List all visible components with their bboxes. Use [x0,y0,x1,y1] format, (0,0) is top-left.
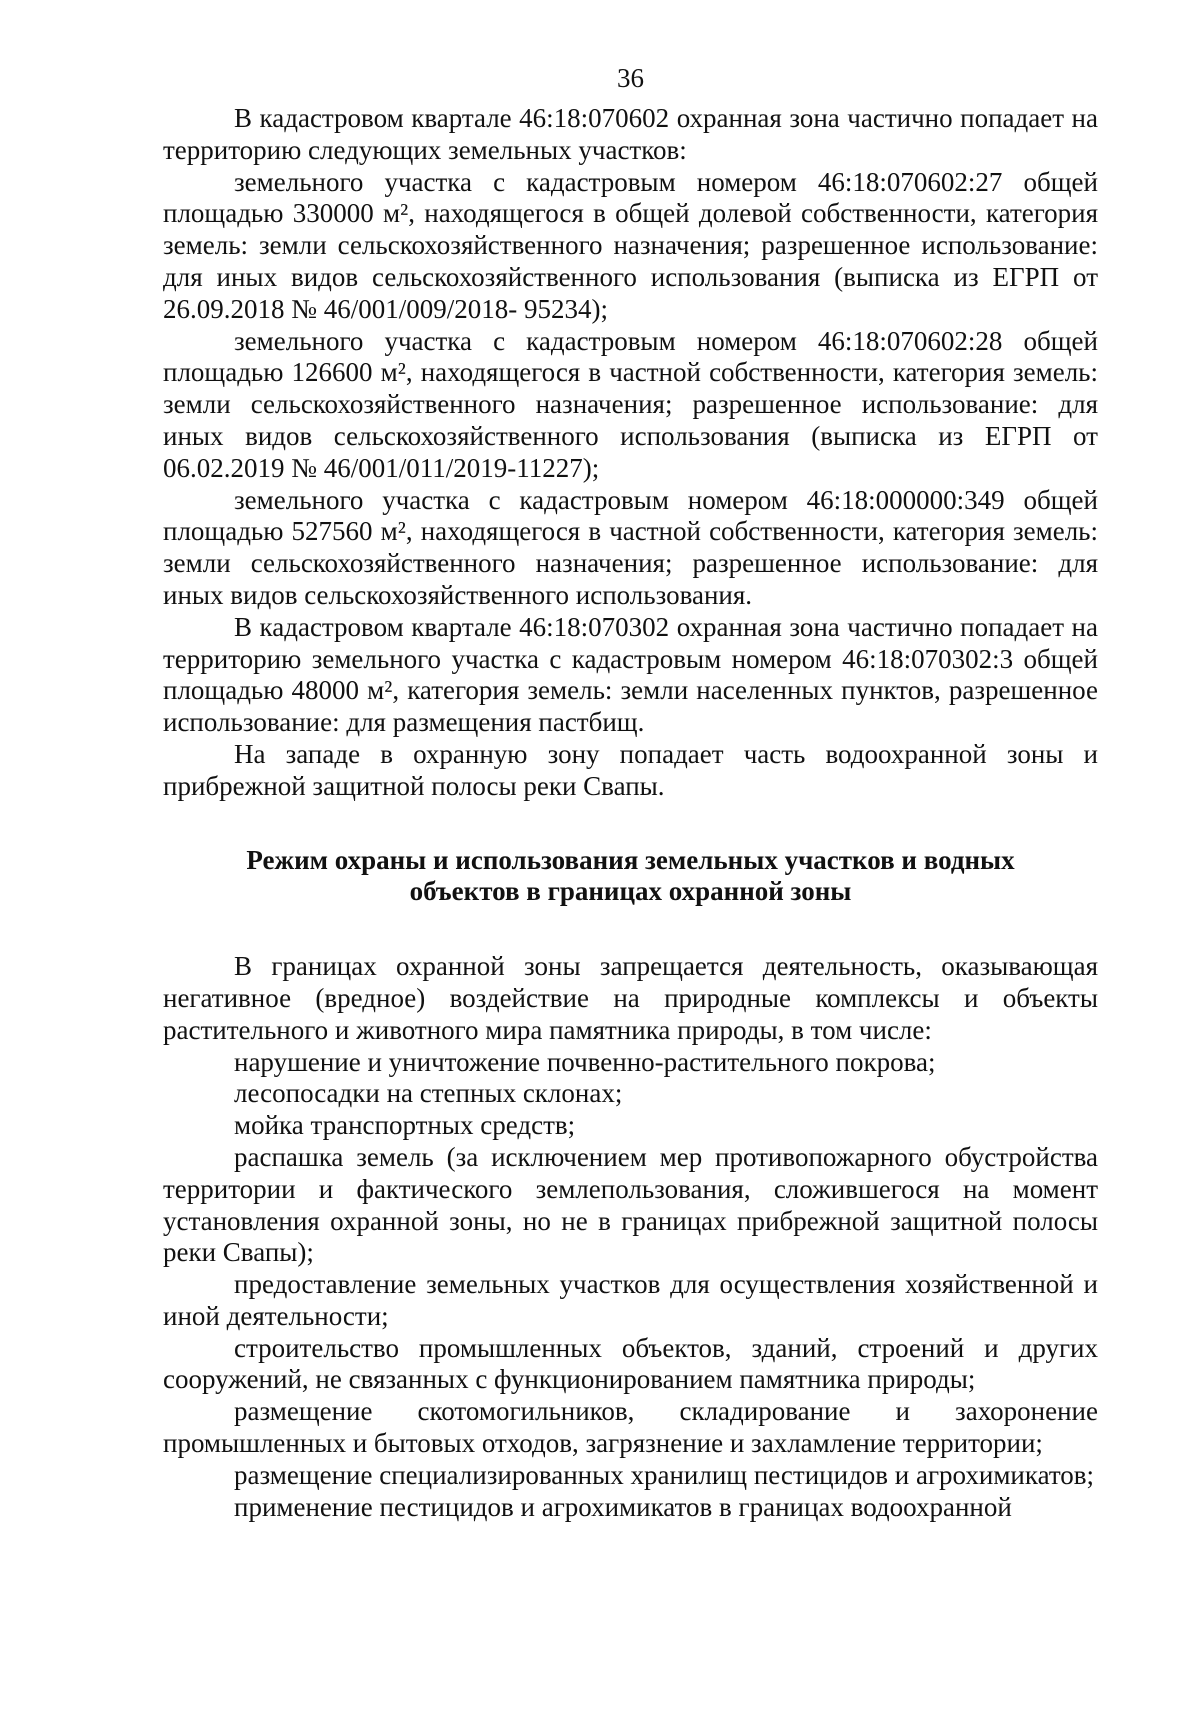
list-item-waste-disposal: размещение скотомогильников, складирование и захоронение промышленных и бытовых отходов, загрязнение и захламление территории; [163,1396,1098,1459]
list-item-vehicle-washing: мойка транспортных средств; [234,1110,576,1141]
list-item-pesticide-storage: размещение специализированных хранилищ пестицидов и агрохимикатов; [234,1459,1095,1490]
paragraph-kvartal-070302: В кадастровом квартале 46:18:070302 охранная зона частично попадает на территорию земельного участка с кадастровым номером 46:18:070302:3 общей площадью 48000 м², категория земель: земли населенных пунктов, разрешенное использование: для размещения пастбищ. [163,611,1098,738]
paragraph-west-water-zone: На западе в охранную зону попадает часть водоохранной зоны и прибрежной защитной полосы реки Свапы. [163,738,1098,801]
paragraph-plot-000000-349: земельного участка с кадастровым номером 46:18:000000:349 общей площадью 527560 м², находящегося в частной собственности, категория земель: земли сельскохозяйственного назначения; разрешенное использование: для иных видов сельскохозяйственного использования. [163,484,1098,610]
paragraph-plot-070602-27: земельного участка с кадастровым номером 46:18:070602:27 общей площадью 330000 м², находящегося в общей долевой собственности, категория земель: земли сельскохозяйственного назначения; разрешенное использование: для иных видов сельскохозяйственного использования (выписка из ЕГРП от 26.09.2018 № 46/001/009/2018- 95234); [163,166,1098,324]
list-item-forest-planting: лесопосадки на степных склонах; [234,1078,623,1109]
section-heading-line-2: объектов в границах охранной зоны [409,876,852,907]
list-item-soil-damage: нарушение и уничтожение почвенно-растительного покрова; [234,1046,936,1077]
page-number: 36 [617,63,644,93]
document-page [163,60,1098,1523]
list-item-land-allocation: предоставление земельных участков для осуществления хозяйственной и иной деятельности; [163,1269,1098,1331]
list-item-ploughing: распашка земель (за исключением мер противопожарного обустройства территории и фактического землепользования, сложившегося на момент установления охранной зоны, но не в границах прибрежной защитной полосы реки Свапы); [163,1141,1098,1268]
section-heading [163,845,1098,909]
list-item-construction: строительство промышленных объектов, зданий, строений и других сооружений, не связанных с функционированием памятника природы; [163,1332,1098,1395]
paragraph-kvartal-070602: В кадастровом квартале 46:18:070602 охранная зона частично попадает на территорию следующих земельных участков: [163,103,1098,165]
list-item-pesticide-use: применение пестицидов и агрохимикатов в границах водоохранной [234,1491,1012,1522]
paragraph-plot-070602-28: земельного участка с кадастровым номером 46:18:070602:28 общей площадью 126600 м², находящегося в частной собственности, категория земель: земли сельскохозяйственного назначения; разрешенное использование: для иных видов сельскохозяйственного использования (выписка из ЕГРП от 06.02.2019 № 46/001/011/2019-11227); [163,325,1098,483]
section-heading-line-1: Режим охраны и использования земельных участков и водных [246,844,1015,875]
paragraph-prohibitions-intro: В границах охранной зоны запрещается деятельность, оказывающая негативное (вредное) воздействие на природные комплексы и объекты растительного и животного мира памятника природы, в том числе: [163,951,1098,1045]
